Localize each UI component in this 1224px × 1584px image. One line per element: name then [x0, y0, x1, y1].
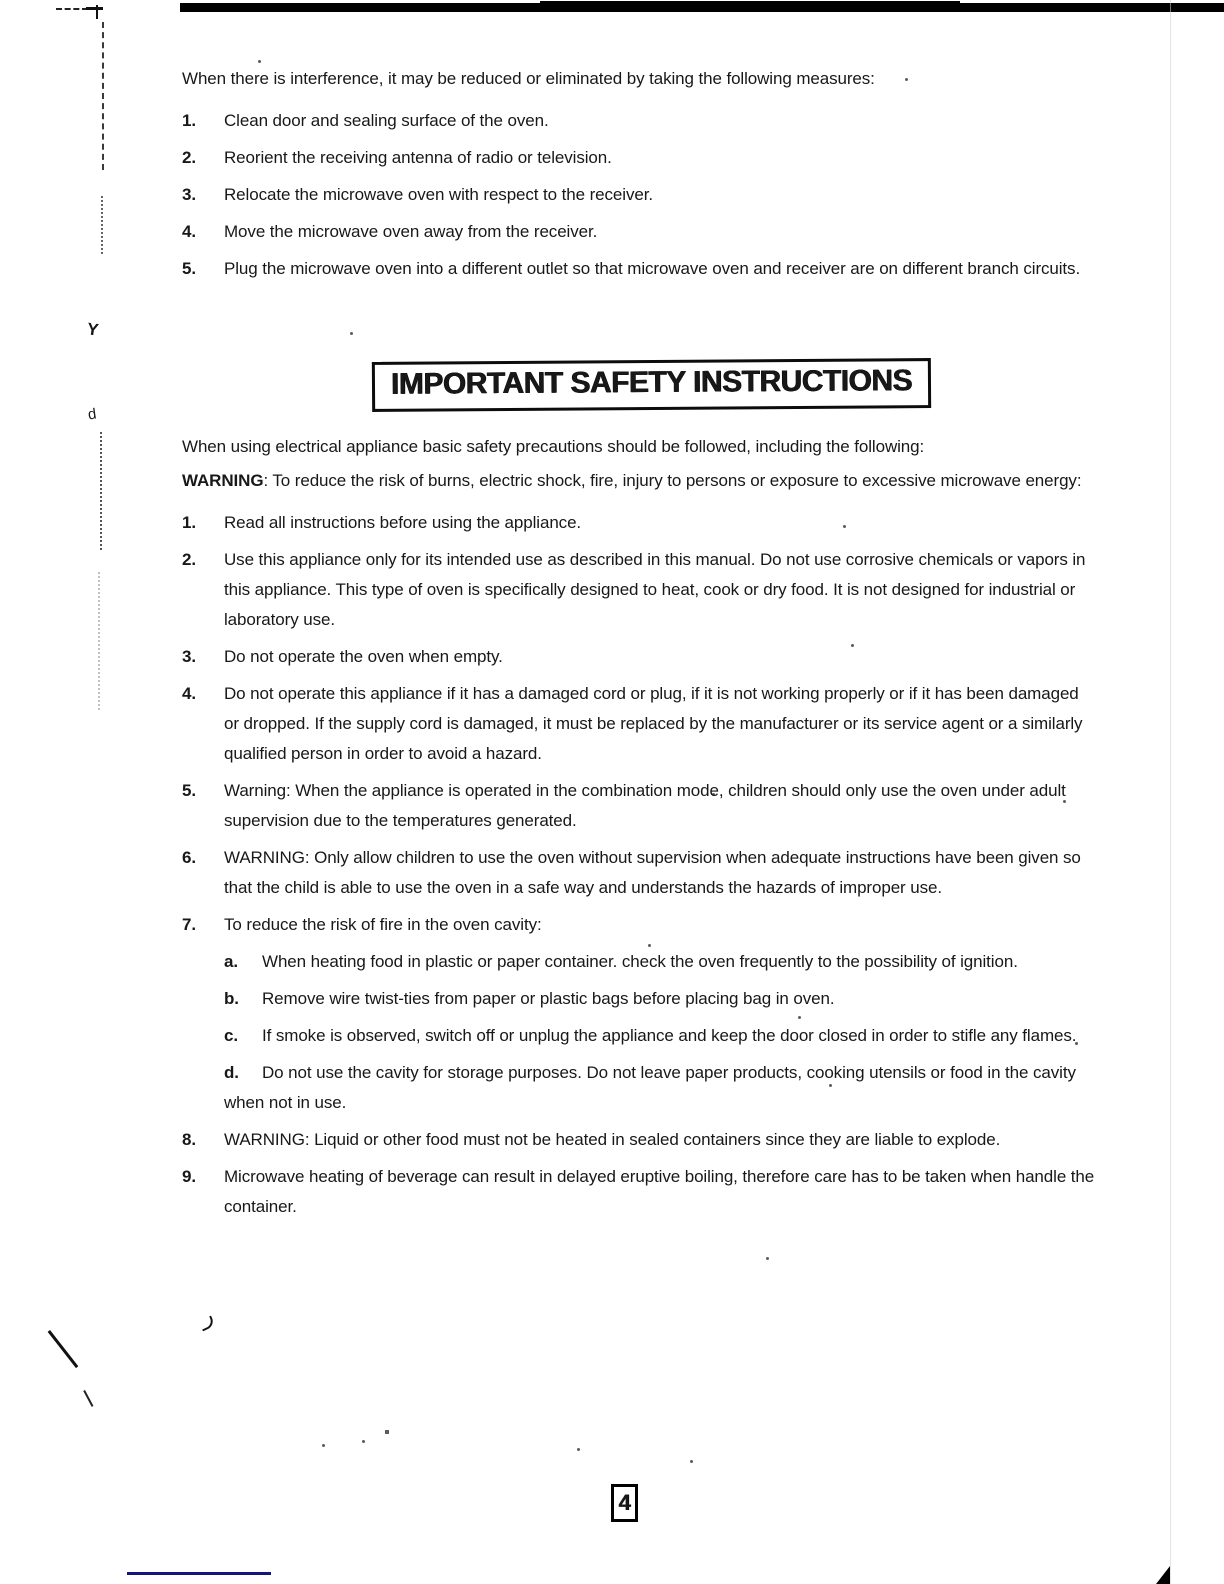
sub-list-item	[224, 1021, 1098, 1051]
scan-artifact-dotted-line	[100, 432, 102, 550]
item-number: 7.	[182, 915, 196, 934]
item-number: 9.	[182, 1167, 196, 1186]
item-number: 5.	[182, 259, 196, 278]
item-text	[224, 910, 1098, 1118]
scan-artifact-corner	[1156, 1566, 1170, 1584]
list-item	[182, 843, 1098, 903]
item-number: 6.	[182, 848, 196, 867]
list-item	[182, 1162, 1098, 1222]
sub-item-letter: c.	[224, 1026, 238, 1045]
item-text: Reorient the receiving antenna of radio or television.	[224, 148, 612, 167]
warning-text: : To reduce the risk of burns, electric shock, fire, injury to persons or exposure to excessive microwave energy:	[263, 471, 1082, 490]
warning-paragraph	[182, 466, 1098, 496]
safety-title-box	[372, 358, 931, 412]
list-item	[182, 679, 1098, 769]
sub-item-text: If smoke is observed, switch off or unplug the appliance and keep the door closed in order to stifle any flames.	[262, 1026, 1077, 1045]
scan-artifact-mark: Y	[85, 319, 100, 340]
document-body	[182, 64, 1098, 1229]
item-text: WARNING: Liquid or other food must not be heated in sealed containers since they are liable to explode.	[224, 1130, 1001, 1149]
sub-item-text: Remove wire twist-ties from paper or plastic bags before placing bag in oven.	[262, 989, 835, 1008]
item-number: 3.	[182, 647, 196, 666]
scan-artifact-dash	[56, 8, 88, 10]
sub-list-item	[224, 984, 1098, 1014]
list-item	[182, 508, 1098, 538]
list-item	[182, 106, 1098, 136]
page-title: IMPORTANT SAFETY INSTRUCTIONS	[391, 364, 913, 401]
sub-item-letter: a.	[224, 952, 238, 971]
item-text: Warning: When the appliance is operated in the combination mode, children should only use the oven under adult supervision due to the temperatures generated.	[224, 781, 1066, 830]
scan-artifact-dotted-line	[98, 572, 100, 710]
safety-intro: When using electrical appliance basic safety precautions should be followed, including the following:	[182, 437, 925, 456]
item-text: Plug the microwave oven into a different outlet so that microwave oven and receiver are on different branch circuits.	[224, 259, 1081, 278]
page-number-box	[611, 1484, 638, 1522]
scan-artifact-tick	[96, 5, 98, 19]
scan-speck	[577, 1448, 580, 1451]
item-text: Do not operate this appliance if it has a damaged cord or plug, if it is not working properly or if it has been damaged or dropped. If the supply cord is damaged, it must be replaced by the manufacturer or its service agent or a similarly qualified person in order to avoid a hazard.	[224, 684, 1083, 763]
item-text: Use this appliance only for its intended use as described in this manual. Do not use corrosive chemicals or vapors in this appliance. This type of oven is specifically designed to heat, cook or dry food. It is not designed for industrial or laboratory use.	[224, 550, 1086, 629]
scan-speck	[385, 1430, 389, 1434]
item-text: Relocate the microwave oven with respect to the receiver.	[224, 185, 653, 204]
item-text: Move the microwave oven away from the receiver.	[224, 222, 598, 241]
item-text: Microwave heating of beverage can result in delayed eruptive boiling, therefore care has to be taken when handle the container.	[224, 1167, 1095, 1216]
scan-speck	[362, 1440, 365, 1443]
interference-intro: When there is interference, it may be reduced or eliminated by taking the following measures:	[182, 69, 875, 88]
item-text: Read all instructions before using the appliance.	[224, 513, 582, 532]
item-text: Do not operate the oven when empty.	[224, 647, 503, 666]
scan-artifact-top-bar	[180, 3, 1224, 12]
sub-list-item	[224, 1058, 1098, 1118]
scan-artifact-stroke	[48, 1330, 79, 1368]
item-number: 2.	[182, 148, 196, 167]
item-number: 8.	[182, 1130, 196, 1149]
scan-artifact-hook	[198, 1316, 215, 1332]
item-text: Clean door and sealing surface of the oven.	[224, 111, 549, 130]
sub-item-letter: b.	[224, 989, 239, 1008]
scan-speck	[258, 60, 261, 63]
item-number: 1.	[182, 513, 196, 532]
sub-list-item	[224, 947, 1098, 977]
item-number: 1.	[182, 111, 196, 130]
list-item	[182, 545, 1098, 635]
sub-item-letter: d.	[224, 1063, 239, 1082]
list-item	[182, 910, 1098, 1118]
list-item	[182, 180, 1098, 210]
scan-speck	[322, 1444, 325, 1447]
scan-artifact-top-bar-thin	[540, 1, 960, 4]
scan-artifact-stroke	[83, 1390, 93, 1407]
scan-artifact-dotted-line	[102, 22, 104, 170]
interference-list	[182, 106, 1098, 284]
warning-label: WARNING	[182, 471, 264, 490]
safety-list	[182, 508, 1098, 1222]
sub-item-text: Do not use the cavity for storage purposes. Do not leave paper products, cooking utensils or food in the cavity when not in use.	[224, 1063, 1076, 1112]
scan-speck	[766, 1257, 769, 1260]
item-number: 3.	[182, 185, 196, 204]
item-number: 4.	[182, 684, 196, 703]
list-item	[182, 1125, 1098, 1155]
list-item	[182, 642, 1098, 672]
list-item	[182, 776, 1098, 836]
item-text: To reduce the risk of fire in the oven cavity:	[224, 915, 542, 934]
scan-speck	[690, 1460, 693, 1463]
scan-artifact-blue-line	[127, 1572, 271, 1575]
list-item	[182, 143, 1098, 173]
page-number: 4	[618, 1490, 631, 1515]
scan-artifact-edge-line	[1170, 0, 1171, 1584]
scan-artifact-mark: d	[86, 405, 98, 424]
title-row	[182, 360, 1098, 410]
item-text: WARNING: Only allow children to use the oven without supervision when adequate instructions have been given so that the child is able to use the oven in a safe way and understands the hazards of improper use.	[224, 848, 1081, 897]
scan-artifact-tick	[86, 7, 103, 10]
scan-artifact-dotted-line	[101, 196, 103, 254]
item-number: 4.	[182, 222, 196, 241]
list-item	[182, 254, 1098, 284]
list-item	[182, 217, 1098, 247]
sub-item-text: When heating food in plastic or paper container. check the oven frequently to the possibility of ignition.	[262, 952, 1018, 971]
item-number: 2.	[182, 550, 196, 569]
item-number: 5.	[182, 781, 196, 800]
